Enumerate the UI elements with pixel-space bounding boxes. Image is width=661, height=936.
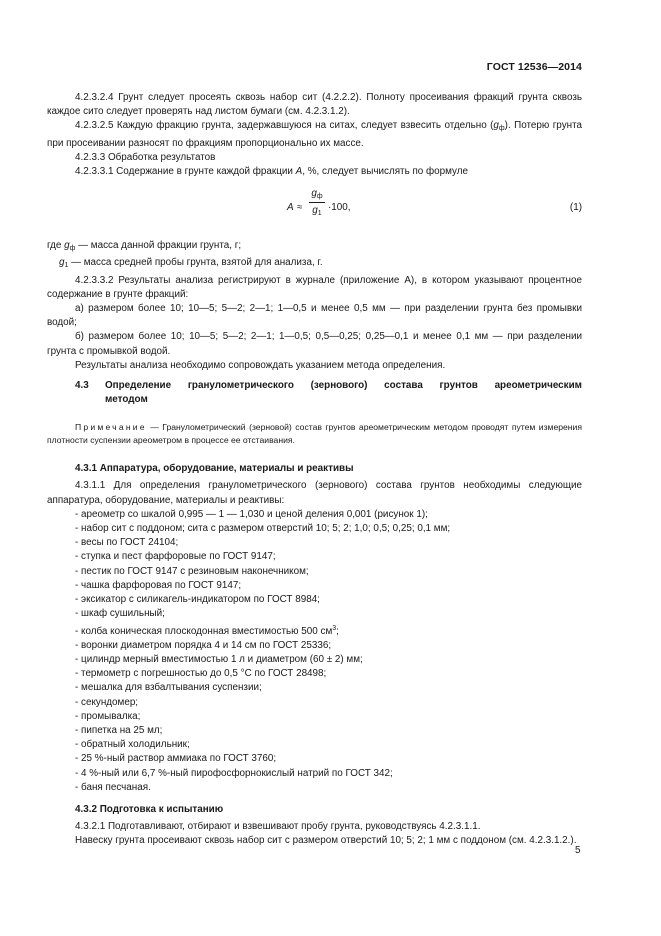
list-item: - цилиндр мерный вместимостью 1 л и диаметром (60 ± 2) мм; (75, 653, 363, 665)
formula-approx: ≈ (297, 202, 303, 214)
list-item: - шкаф сушильный; (75, 608, 165, 620)
list-item: - промывалка; (75, 710, 141, 722)
para-4-2-3-3-1: 4.2.3.3.1 Содержание в грунте каждой фракции A, %, следует вычислять по формуле (75, 166, 469, 178)
page-content (47, 91, 582, 849)
list-item: - ступка и пест фарфоровые по ГОСТ 9147; (75, 551, 276, 563)
para-4-2-3-3-2: 4.2.3.3.2 Результаты анализа регистрируют в журнале (приложение А), в котором указывают процентное содержание в грунте фракций: (47, 274, 582, 300)
where-g1: $g_1$ — масса средней пробы грунта, взятой для анализа, г. (59, 257, 323, 270)
list-item: - 25 %-ный раствор аммиака по ГОСТ 3760; (75, 753, 277, 765)
para-4-2-3-2-4: 4.2.3.2.4 Грунт следует просеять сквозь набор сит (4.2.2.2). Полноту просеивания фракций грунта сквозь каждое сито следует проверять над листом бумаги (см. 4.2.3.1.2). (47, 92, 582, 118)
para-item-a: а) размером более 10; 10—5; 5—2; 2—1; 1—0,5 и менее 0,5 мм — при разделении грунта без промывки водой; (47, 303, 582, 329)
list-item: - эксикатор с силикагель-индикатором по ГОСТ 8984; (75, 594, 320, 606)
list-item: - баня песчаная. (75, 781, 151, 793)
list-item: - воронки диаметром порядка 4 и 14 см по ГОСТ 25336; (75, 639, 332, 651)
section-title: Определение гранулометрического (зернового) состава грунтов ареометрическим методом (105, 380, 582, 406)
note-block: Примечание — Гранулометрический (зерновой) состав грунтов ареометрическим методом проводят путем измерения плотности суспензии ареометром в процессе ее отстаивания. (47, 422, 582, 445)
list-item: - ареометр со шкалой 0,995 — 1 — 1,030 и ценой деления 0,001 (рисунок 1); (75, 508, 428, 520)
formula-numerator: $g_ф$ (311, 188, 323, 201)
list-item: - весы по ГОСТ 24104; (75, 537, 179, 549)
equipment-list (47, 508, 582, 795)
section-number: 4.3 (75, 380, 89, 392)
subsection-4-3-2-heading: 4.3.2 Подготовка к испытанию (75, 803, 224, 815)
list-item: - чашка фарфоровая по ГОСТ 9147; (75, 579, 242, 591)
note-label: Примечание (75, 422, 147, 433)
formula-denominator: $g_1$ (312, 205, 322, 218)
list-item: - пестик по ГОСТ 9147 с резиновым наконечником; (75, 565, 309, 577)
para-4-3-2-1: 4.3.2.1 Подготавливают, отбирают и взвешивают пробу грунта, руководствуясь 4.2.3.1.1. (75, 821, 481, 833)
page-number: 5 (575, 845, 581, 856)
para-4-2-3-3: 4.2.3.3 Обработка результатов (75, 151, 216, 163)
list-item: - обратный холодильник; (75, 739, 190, 751)
formula-lhs: A (287, 202, 294, 214)
para-4-2-3-2-5: 4.2.3.2.5 Каждую фракцию грунта, задержавшуюся на ситах, следует взвесить отдельно $(g_ф)$. Потерю грунта при просеивании разносят по фракциям пропорционально их массе. (47, 120, 582, 149)
para-results-note: Результаты анализа необходимо сопровождать указанием метода определения. (75, 359, 446, 371)
para-sieving: Навеску грунта просеивают сквозь набор сит с размером отверстий 10; 5; 2; 1 мм с поддоном (см. 4.2.3.1.2.). (75, 835, 577, 847)
para-item-b: б) размером более 10; 10—5; 5—2; 2—1; 1—0,5; 0,5—0,25; 0,25—0,1 и менее 0,1 мм — при разделении грунта с промывкой водой. (47, 331, 582, 357)
list-item: - набор сит с поддоном; сита с размером отверстий 10; 5; 2; 1,0; 0,5; 0,25; 0,1 мм; (75, 523, 451, 535)
document-id-header: ГОСТ 12536—2014 (486, 61, 582, 73)
fraction-bar (309, 202, 325, 203)
formula-number: (1) (569, 202, 582, 214)
list-item: - термометр с погрешностью до 0,5 °С по ГОСТ 28498; (75, 668, 327, 680)
para-4-3-1-1: 4.3.1.1 Для определения гранулометрического (зернового) состава грунтов необходимы следующие аппаратура, оборудование, материалы и реактивы: (47, 480, 582, 506)
list-item: - колба коническая плоскодонная вместимостью 500 $см^3$; (75, 624, 339, 637)
list-item: - пипетка на 25 мл; (75, 724, 163, 736)
list-item: - 4 %-ный или 6,7 %-ный пирофосфорнокислый натрий по ГОСТ 342; (75, 767, 393, 779)
formula-1 (47, 185, 582, 235)
list-item: - мешалка для взбалтывания суспензии; (75, 682, 262, 694)
formula-multiplier: ·100, (328, 202, 351, 214)
section-4-3-heading (47, 379, 582, 407)
formula-fraction (309, 187, 325, 218)
subsection-4-3-1-heading: 4.3.1 Аппаратура, оборудование, материалы и реактивы (75, 463, 354, 475)
where-g-phi: где $g_ф$ — масса данной фракции грунта, г; (47, 240, 242, 253)
list-item: - секундомер; (75, 696, 139, 708)
